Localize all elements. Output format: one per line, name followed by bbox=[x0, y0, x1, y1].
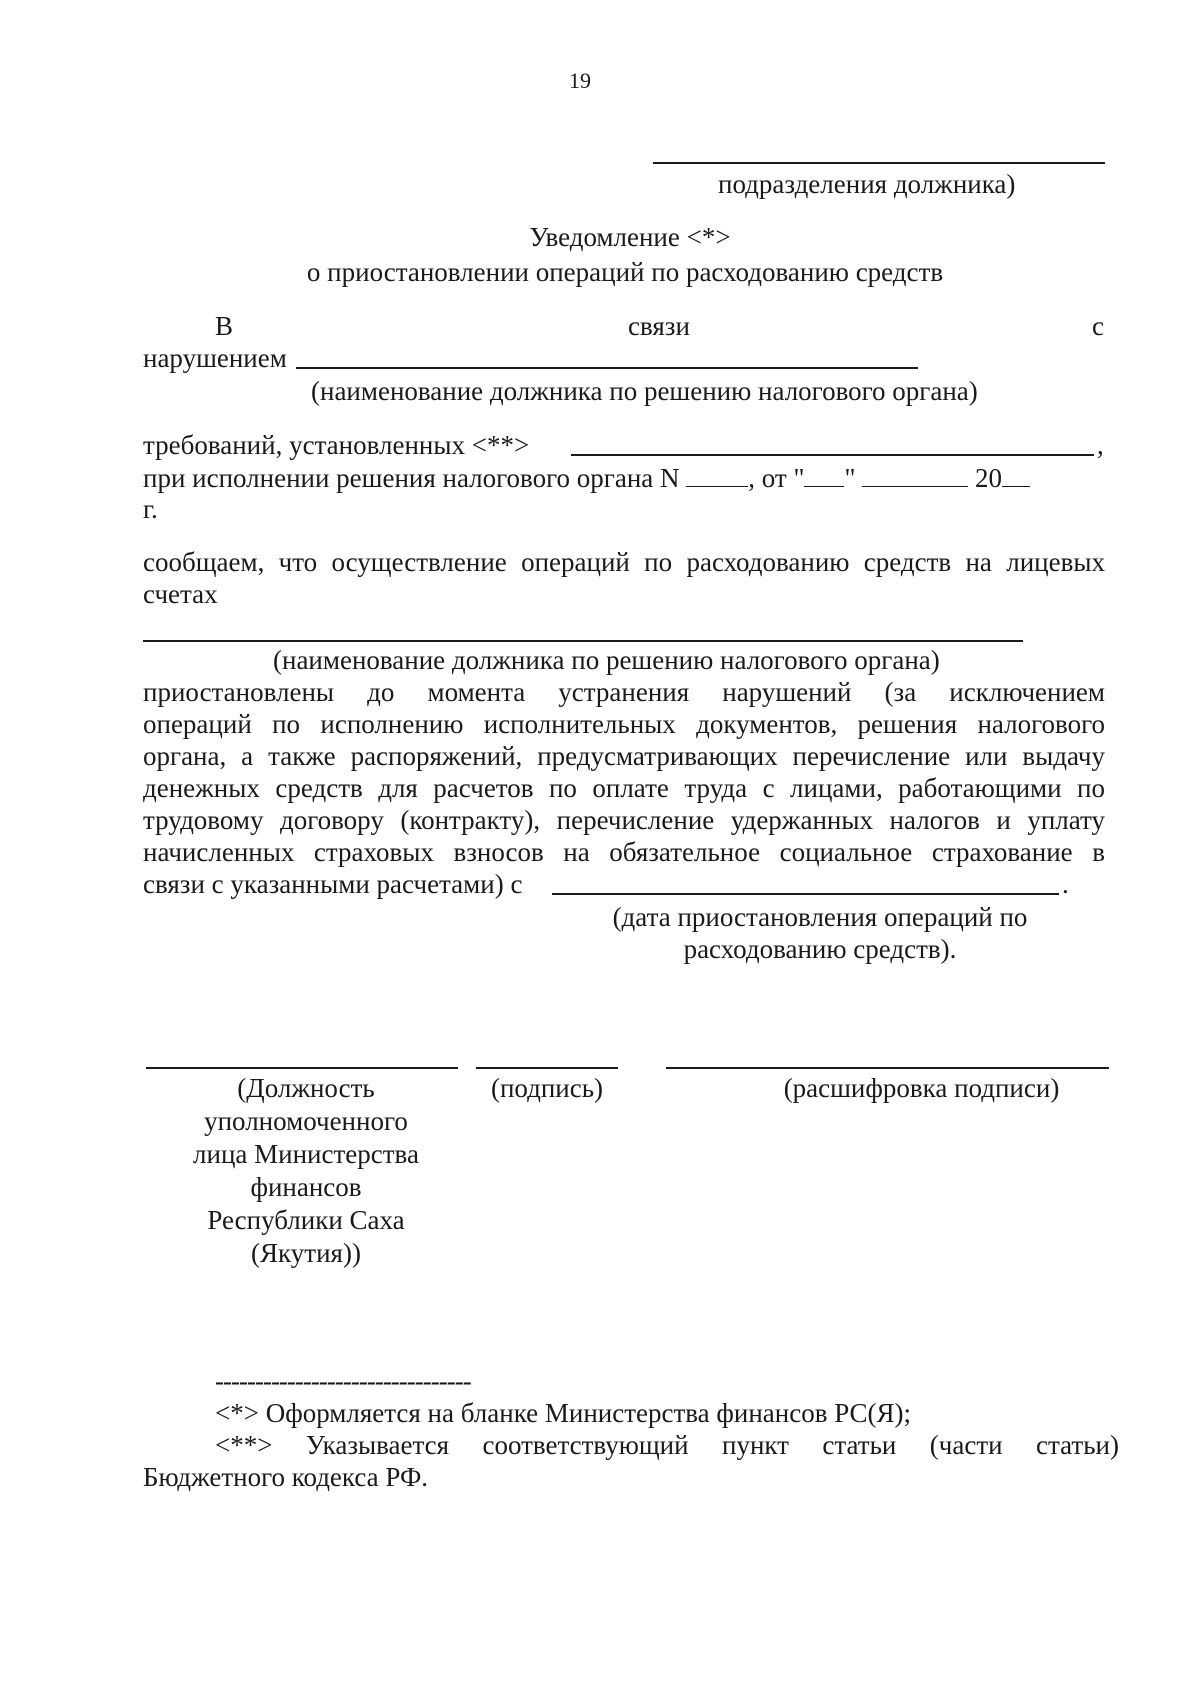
inform-line-2: счетах bbox=[143, 579, 218, 609]
para-line-5: трудовому договору (контракту), перечисление удержанных налогов и уплату bbox=[143, 805, 1105, 835]
para-line-6: начисленных страховых взносов на обязательное социальное страхование в bbox=[143, 837, 1105, 867]
para-end-dot: . bbox=[1062, 869, 1069, 899]
title-line-1: Уведомление <*> bbox=[529, 222, 731, 252]
para-line-7: связи с указанными расчетами) с bbox=[143, 869, 523, 899]
position-caption-5: Республики Саха bbox=[207, 1205, 405, 1235]
footnote-1: <*> Оформляется на бланке Министерства финансов РС(Я); bbox=[215, 1398, 912, 1428]
debtor-caption-1: (наименование должника по решению налогового органа) bbox=[311, 376, 978, 406]
position-caption-2: уполномоченного bbox=[204, 1106, 408, 1136]
page-number: 19 bbox=[569, 68, 591, 93]
execution-part-1: при исполнении решения налогового органа N bbox=[143, 463, 680, 493]
position-caption-1: (Должность bbox=[237, 1073, 375, 1103]
para-line-2: операций по исполнению исполнительных документов, решения налогового bbox=[143, 709, 1105, 739]
title-line-2: о приостановлении операций по расходованию средств bbox=[306, 257, 944, 287]
decision-number-blank bbox=[686, 462, 748, 487]
date-caption-2: расходованию средств). bbox=[683, 934, 957, 964]
year-blank bbox=[1002, 462, 1030, 487]
para-line-1: приостановлены до момента устранения нарушений (за исключением bbox=[143, 677, 1105, 707]
position-signature-line bbox=[146, 1067, 458, 1069]
year-suffix: г. bbox=[143, 494, 158, 524]
para-line-4: денежных средств для расчетов по оплате труда с лицами, работающими по bbox=[143, 773, 1105, 803]
violation-blank bbox=[296, 367, 918, 369]
footnote-separator: -------------------------------- bbox=[215, 1366, 471, 1396]
execution-part-4: 20 bbox=[975, 463, 1003, 493]
day-blank bbox=[804, 462, 844, 487]
footnote-2-line-2: Бюджетного кодекса РФ. bbox=[143, 1462, 429, 1492]
position-caption-6: (Якутия)) bbox=[251, 1238, 361, 1268]
requirements-text: требований, установленных <**> bbox=[143, 430, 530, 460]
debtor-caption-2: (наименование должника по решению налогового органа) bbox=[273, 645, 940, 675]
intro-word-2: связи bbox=[628, 311, 690, 341]
signature-line bbox=[476, 1067, 618, 1069]
intro-word-1: В bbox=[215, 311, 234, 341]
para-line-3: органа, а также распоряжений, предусматривающих перечисление или выдачу bbox=[143, 741, 1105, 771]
requirements-blank bbox=[571, 454, 1094, 456]
month-blank bbox=[862, 462, 968, 487]
requirements-comma: , bbox=[1097, 430, 1104, 460]
subdivision-caption: подразделения должника) bbox=[718, 169, 1016, 199]
subdivision-line bbox=[653, 162, 1105, 164]
execution-part-3: " bbox=[844, 463, 856, 493]
violation-word: нарушением bbox=[143, 343, 287, 373]
execution-text bbox=[143, 462, 1030, 494]
position-caption-3: лица Министерства bbox=[193, 1139, 419, 1169]
date-blank bbox=[552, 893, 1059, 895]
position-caption-4: финансов bbox=[250, 1172, 362, 1202]
footnote-2-line-1: <**> Указывается соответствующий пункт статьи (части статьи) bbox=[215, 1430, 1119, 1460]
accounts-blank bbox=[143, 640, 1023, 642]
execution-part-2: , от " bbox=[748, 463, 805, 493]
signature-caption: (подпись) bbox=[490, 1073, 604, 1103]
decoding-caption: (расшифровка подписи) bbox=[783, 1073, 1060, 1103]
intro-word-3: с bbox=[1092, 311, 1104, 341]
inform-line-1: сообщаем, что осуществление операций по расходованию средств на лицевых bbox=[143, 547, 1105, 577]
decoding-signature-line bbox=[666, 1067, 1109, 1069]
date-caption-1: (дата приостановления операций по bbox=[612, 902, 1028, 932]
